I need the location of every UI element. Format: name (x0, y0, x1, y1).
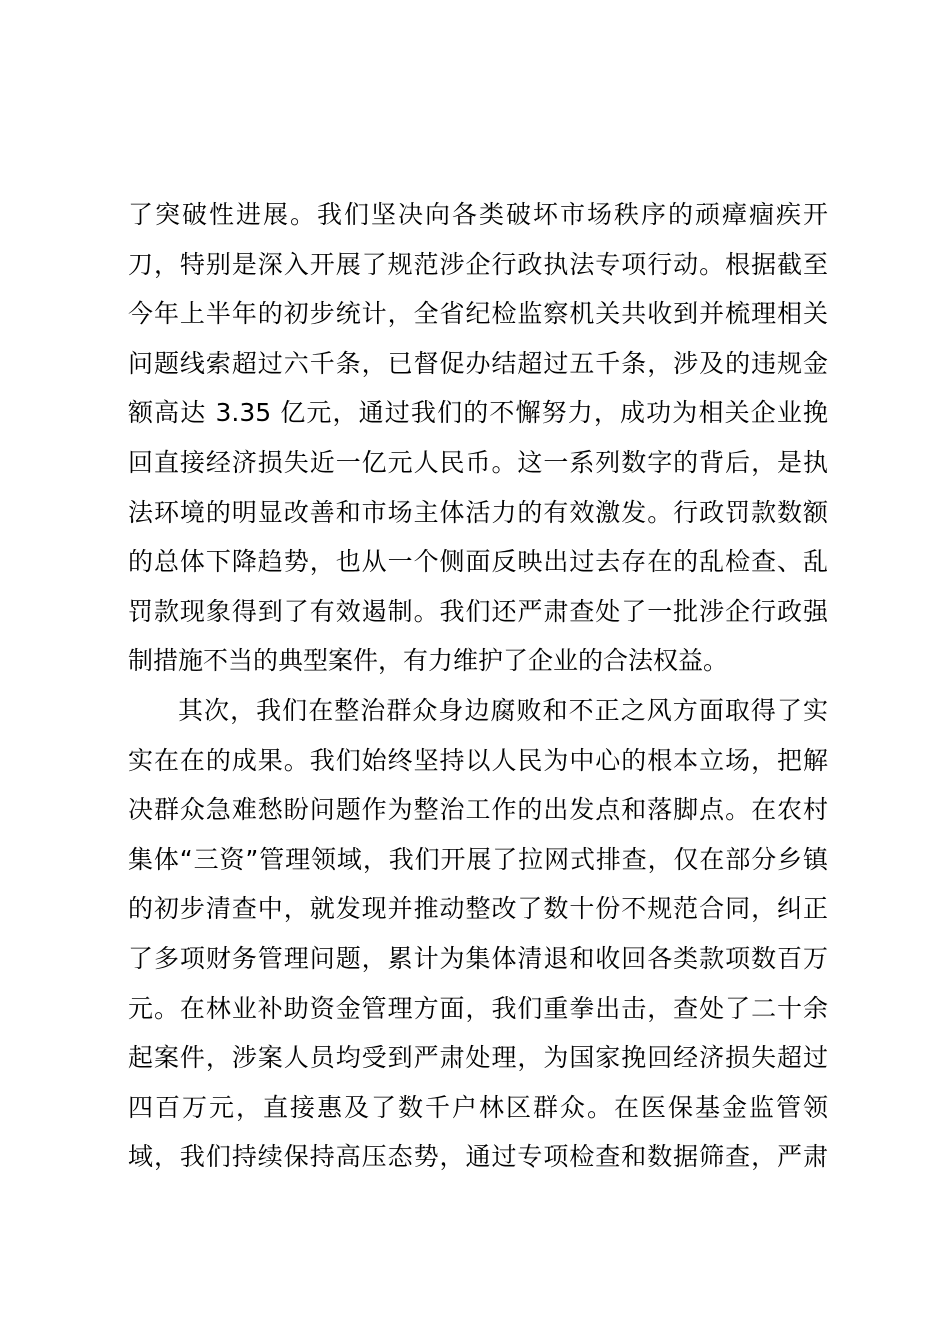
text-line: 额高达 3.35 亿元，通过我们的不懈努力，成功为相关企业挽 (128, 398, 828, 428)
text-line: 域，我们持续保持高压态势，通过专项检查和数据筛查，严肃 (128, 1142, 828, 1172)
text-line: 罚款现象得到了有效遏制。我们还严肃查处了一批涉企行政强 (128, 596, 828, 626)
text-line: 的总体下降趋势，也从一个侧面反映出过去存在的乱检查、乱 (128, 547, 828, 577)
text-line: 实在在的成果。我们始终坚持以人民为中心的根本立场，把解 (128, 745, 828, 775)
paragraph-2 (128, 686, 828, 1182)
text-line: 了多项财务管理问题，累计为集体清退和收回各类款项数百万 (128, 943, 828, 973)
text-line: 了突破性进展。我们坚决向各类破坏市场秩序的顽瘴痼疾开 (128, 200, 828, 229)
text-line: 今年上半年的初步统计，全省纪检监察机关共收到并梳理相关 (128, 299, 828, 329)
text-line: 制措施不当的典型案件，有力维护了企业的合法权益。 (128, 646, 729, 676)
text-line: 法环境的明显改善和市场主体活力的有效激发。行政罚款数额 (128, 497, 828, 527)
text-line: 刀，特别是深入开展了规范涉企行政执法专项行动。根据截至 (128, 249, 828, 279)
text-line: 回直接经济损失近一亿元人民币。这一系列数字的背后，是执 (128, 447, 828, 477)
text-line: 集体“三资”管理领域，我们开展了拉网式排查，仅在部分乡镇 (128, 844, 828, 874)
text-line: 四百万元，直接惠及了数千户林区群众。在医保基金监管领 (128, 1092, 828, 1122)
text-line: 的初步清查中，就发现并推动整改了数十份不规范合同，纠正 (128, 894, 828, 924)
text-line: 决群众急难愁盼问题作为整治工作的出发点和落脚点。在农村 (128, 795, 828, 825)
text-line: 问题线索超过六千条，已督促办结超过五千条，涉及的违规金 (128, 348, 828, 378)
text-line: 起案件，涉案人员均受到严肃处理，为国家挽回经济损失超过 (128, 1043, 828, 1073)
paragraph-1 (128, 190, 828, 686)
body-text (128, 190, 828, 1182)
text-line: 元。在林业补助资金管理方面，我们重拳出击，查处了二十余 (128, 993, 828, 1023)
text-line: 其次，我们在整治群众身边腐败和不正之风方面取得了实 (178, 695, 828, 725)
